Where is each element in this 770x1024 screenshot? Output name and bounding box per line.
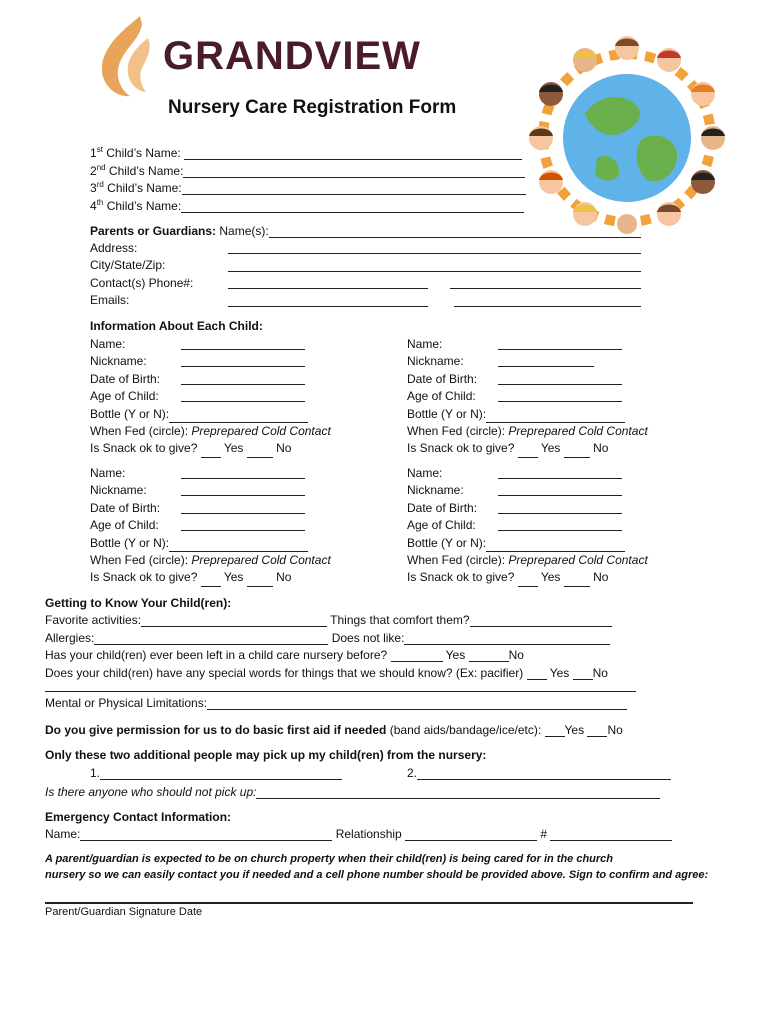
pickup-1: 1.: [90, 766, 342, 780]
c2-dob-field[interactable]: [498, 384, 622, 385]
child-name-2: 2nd Child’s Name:: [90, 164, 525, 178]
c4-dob-field[interactable]: [498, 513, 622, 514]
child-name-3-field[interactable]: [182, 182, 526, 195]
phone-label: Contact(s) Phone#:: [90, 275, 194, 290]
c1-nickname-field[interactable]: [181, 366, 305, 367]
statement-line-2: nursery so we can easily contact you if needed and a cell phone number should be provided above. Sign to confirm and agree:: [45, 869, 709, 881]
child-info-heading: Information About Each Child:: [90, 319, 263, 333]
pickup-2-field[interactable]: [417, 767, 671, 780]
c4-nickname-field[interactable]: [498, 495, 622, 496]
child-block-3: Name: Nickname: Date of Birth: Age of Child: Bottle (Y or N): When Fed (circle): Preprepared Cold Contact Is Snack ok to give? Yes No: [90, 465, 331, 587]
child-name-1-field[interactable]: [184, 147, 522, 160]
not-pick-row: Is there anyone who should not pick up:: [45, 785, 660, 799]
dislike-field[interactable]: [404, 632, 610, 645]
emergency-heading: Emergency Contact Information:: [45, 810, 232, 824]
emergency-name-field[interactable]: [80, 828, 332, 841]
left-before-row: Has your child(ren) ever been left in a child care nursery before? Yes No: [45, 648, 524, 662]
comfort-field[interactable]: [470, 614, 612, 627]
pickup-1-field[interactable]: [100, 767, 342, 780]
not-pick-field[interactable]: [256, 786, 660, 799]
statement-line-1: A parent/guardian is expected to be on church property when their child(ren) is being cared for in the church: [45, 853, 614, 865]
child-name-3: 3rd Child’s Name:: [90, 181, 526, 195]
c1-name-field[interactable]: [181, 349, 305, 350]
phone-field-2[interactable]: [450, 288, 641, 289]
address-label: Address:: [90, 241, 138, 255]
special-words-field[interactable]: [45, 691, 636, 692]
pickup-2: 2.: [407, 766, 671, 780]
c4-name-field[interactable]: [498, 478, 622, 479]
signature-label: Parent/Guardian Signature Date: [45, 906, 203, 918]
city-label: City/State/Zip:: [90, 258, 166, 273]
parents-names-field[interactable]: [269, 225, 641, 238]
parents-heading: Parents or Guardians:: [90, 224, 217, 238]
c1-age-field[interactable]: [181, 401, 305, 402]
child-name-1: 1st Child’s Name:: [90, 146, 522, 160]
favorite-row: Favorite activities: Things that comfort them?: [45, 613, 612, 627]
kids-globe-illustration: [527, 34, 727, 234]
child-block-2: Name: Nickname: Date of Birth: Age of Child: Bottle (Y or N): When Fed (circle): Preprepared Cold Contact Is Snack ok to give? Yes No: [407, 336, 648, 458]
email-field-2[interactable]: [454, 306, 641, 307]
first-aid-row: Do you give permission for us to do basic first aid if needed (band aids/bandage/ice/etc): Yes No: [45, 723, 623, 737]
address-field[interactable]: [228, 253, 641, 254]
c2-name-field[interactable]: [498, 349, 622, 350]
pickup-heading: Only these two additional people may pick up my child(ren) from the nursery:: [45, 748, 487, 762]
child-name-4: 4th Child’s Name:: [90, 199, 524, 213]
c1-dob-field[interactable]: [181, 384, 305, 385]
form-title: Nursery Care Registration Form: [168, 97, 457, 118]
child-name-2-field[interactable]: [183, 165, 525, 178]
limitations-field[interactable]: [207, 697, 627, 710]
child-name-4-field[interactable]: [181, 200, 524, 213]
phone-field-1[interactable]: [228, 288, 428, 289]
c2-nickname-field[interactable]: [498, 366, 594, 367]
c4-age-field[interactable]: [498, 530, 622, 531]
allergies-field[interactable]: [94, 632, 328, 645]
parents-labels: [90, 240, 193, 310]
allergies-row: Allergies: Does not like:: [45, 631, 610, 645]
globe-icon: [527, 34, 727, 234]
c2-age-field[interactable]: [498, 401, 622, 402]
city-field[interactable]: [228, 271, 641, 272]
email-field-1[interactable]: [228, 306, 428, 307]
child-block-4: Name: Nickname: Date of Birth: Age of Child: Bottle (Y or N): When Fed (circle): Preprepared Cold Contact Is Snack ok to give? Yes No: [407, 465, 648, 587]
brand-name: GRANDVIEW: [163, 34, 421, 78]
logo: [96, 14, 158, 102]
emergency-relationship-field[interactable]: [405, 828, 537, 841]
parents-names-row: Parents or Guardians: Name(s):: [90, 224, 641, 238]
limitations-row: Mental or Physical Limitations:: [45, 696, 627, 710]
flame-logo-icon: [96, 14, 158, 102]
favorite-field[interactable]: [141, 614, 327, 627]
fed-options[interactable]: Preprepared Cold Contact: [188, 424, 331, 439]
getting-to-know-heading: Getting to Know Your Child(ren):: [45, 596, 232, 610]
emergency-row: Name: Relationship #: [45, 827, 672, 841]
c3-dob-field[interactable]: [181, 513, 305, 514]
special-words-row: Does your child(ren) have any special words for things that we should know? (Ex: pacifier) Yes No: [45, 666, 608, 680]
c3-nickname-field[interactable]: [181, 495, 305, 496]
c3-age-field[interactable]: [181, 530, 305, 531]
emails-label: Emails:: [90, 293, 130, 308]
signature-field[interactable]: [45, 902, 693, 904]
emergency-phone-field[interactable]: [550, 828, 672, 841]
c3-name-field[interactable]: [181, 478, 305, 479]
child-block-1: Name: Nickname: Date of Birth: Age of Child: Bottle (Y or N): When Fed (circle): Preprepared Cold Contact Is Snack ok to give? Yes No: [90, 336, 331, 458]
